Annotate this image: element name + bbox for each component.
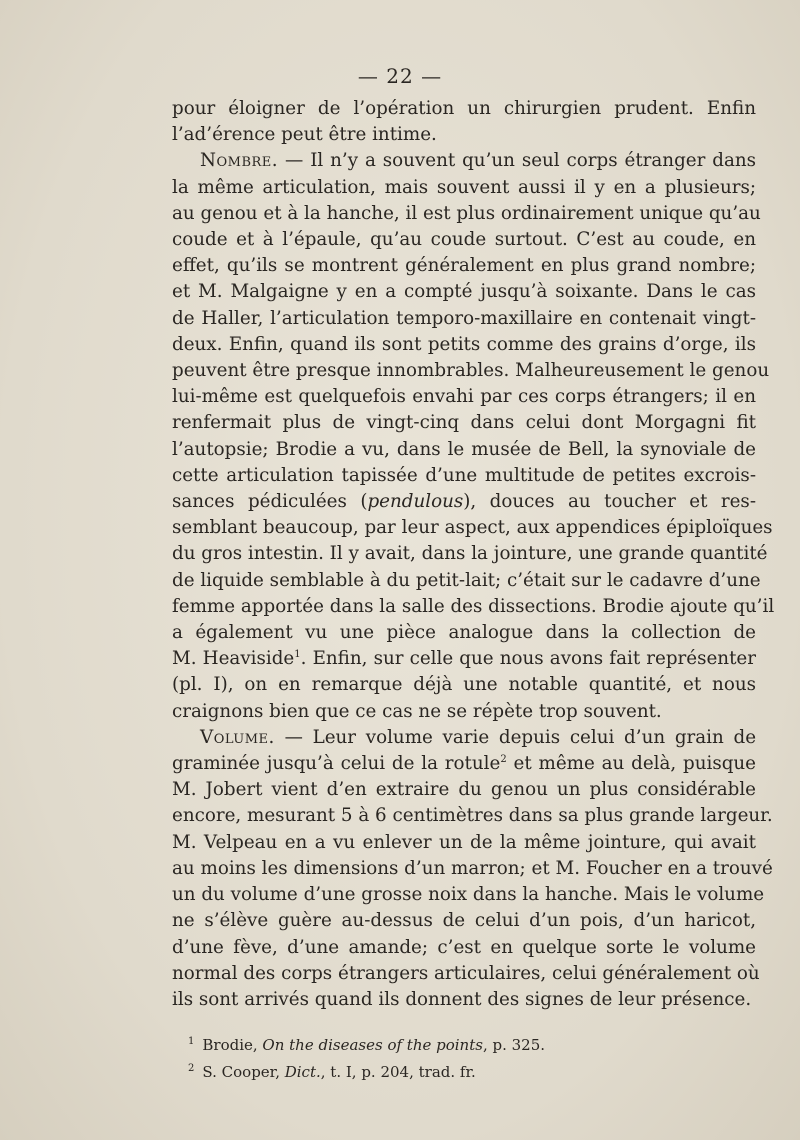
- text-line: encore, mesurant 5 à 6 centimètres dans sa plus grande largeur.: [172, 805, 773, 827]
- text-line: et M. Malgaigne y en a compté jusqu’à soixante. Dans le cas: [172, 281, 756, 303]
- text-line: Nombre. — Il n’y a souvent qu’un seul corps étranger dans: [200, 150, 756, 172]
- text-line: de liquide semblable à du petit-lait; c’était sur le cadavre d’une: [172, 569, 761, 591]
- text-line: Volume. — Leur volume varie depuis celui d’un grain de: [200, 726, 757, 748]
- text-line: normal des corps étrangers articulaires, celui généralement où: [172, 962, 760, 984]
- text-line: semblant beaucoup, par leur aspect, aux appendices épiploïques: [172, 517, 773, 539]
- text-line: lui-même est quelquefois envahi par ces corps étrangers; il en: [172, 386, 756, 408]
- footnote: $^1$ Brodie, On the diseases of the points, p. 325.: [188, 1036, 546, 1054]
- text-line: pour éloigner de l’opération un chirurgien prudent. Enfin: [172, 98, 756, 119]
- text-line: M. Velpeau en a vu enlever un de la même jointure, qui avait: [172, 831, 756, 853]
- text-line: au genou et à la hanche, il est plus ordinairement unique qu’au: [172, 202, 761, 224]
- text-line: M. Jobert vient d’en extraire du genou un plus considérable: [172, 779, 756, 801]
- italic-term: pendulous: [367, 491, 464, 513]
- text-line: deux. Enfin, quand ils sont petits comme des grains d’orge, ils: [172, 333, 756, 355]
- text-line: sances pédiculées (pendulous), douces au toucher et res-: [172, 491, 756, 513]
- text-line: cette articulation tapissée d’une multitude de petites excrois-: [172, 464, 756, 486]
- text-line: M. Heaviside$^1$. Enfin, sur celle que nous avons fait représenter: [172, 648, 756, 670]
- text-line: peuvent être presque innombrables. Malheureusement le genou: [172, 360, 770, 382]
- text-line: au moins les dimensions d’un marron; et M. Foucher en a trouvé: [172, 857, 773, 879]
- text-line: l’ad’érence peut être intime.: [172, 124, 437, 146]
- section-heading-volume: Volume.: [200, 726, 275, 748]
- text-line: la même articulation, mais souvent aussi il y en a plusieurs;: [172, 176, 756, 198]
- text-line: de Haller, l’articulation temporo-maxillaire en contenait vingt-: [172, 307, 756, 329]
- text-line: femme apportée dans la salle des dissections. Brodie ajoute qu’il: [172, 595, 775, 617]
- text-line: graminée jusqu’à celui de la rotule$^2$ et même au delà, puisque: [172, 753, 757, 775]
- text-line: un du volume d’une grosse noix dans la hanche. Mais le volume: [172, 884, 765, 906]
- text-line: a également vu une pièce analogue dans la collection de: [172, 622, 756, 644]
- text-line: ils sont arrivés quand ils donnent des signes de leur présence.: [172, 988, 752, 1010]
- text-line: d’une fève, d’une amande; c’est en quelque sorte le volume: [172, 936, 756, 958]
- page-number: — 22 —: [357, 64, 443, 88]
- text-line: coude et à l’épaule, qu’au coude surtout. C’est au coude, en: [172, 229, 756, 251]
- text-line: du gros intestin. Il y avait, dans la jointure, une grande quantité: [172, 543, 768, 565]
- footnote: $^2$ S. Cooper, Dict., t. I, p. 204, trad. fr.: [188, 1063, 476, 1081]
- footnote-ref-2: 2: [500, 753, 507, 765]
- text-line: ne s’élève guère au-dessus de celui d’un pois, d’un haricot,: [172, 910, 756, 932]
- footnotes: [172, 1030, 756, 1084]
- text-line: (pl. I), on en remarque déjà une notable quantité, et nous: [172, 674, 756, 696]
- section-heading-nombre: Nombre.: [200, 150, 279, 172]
- text-line: l’autopsie; Brodie a vu, dans le musée de Bell, la synoviale de: [172, 438, 756, 460]
- body-text: [172, 96, 775, 1013]
- footnote-ref-1: 1: [294, 649, 301, 661]
- text-line: renfermait plus de vingt-cinq dans celui dont Morgagni fit: [172, 412, 756, 434]
- text-line: effet, qu’ils se montrent généralement en plus grand nombre;: [172, 255, 756, 277]
- text-line: craignons bien que ce cas ne se répète trop souvent.: [172, 700, 662, 722]
